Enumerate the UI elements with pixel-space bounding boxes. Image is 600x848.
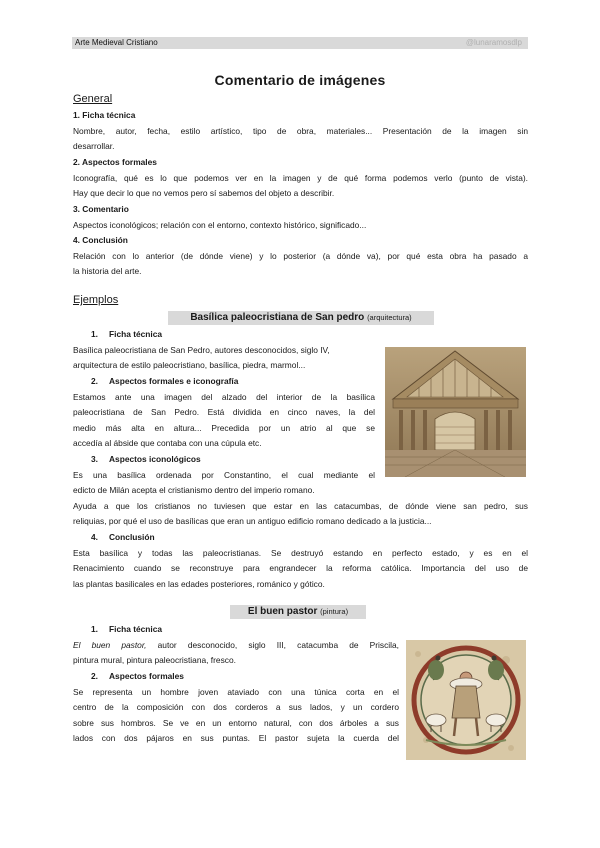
example1-heading-bar [168,311,434,325]
ex1-p3-line4: reliquias, por qué el uso de basílicas que eran un antiguo edificio romano dedicado a la justicia... [73,516,432,526]
ex1-p4-line1: Esta basílica y todas las paleocristianas. Se destruyó estando en perfecto estado, y es en el [73,548,528,558]
general-s4-line1: Relación con lo anterior (de dónde viene) y lo posterior (a dónde va), por qué esta obra ha pasado a [73,251,528,261]
ex1-h4-number: 4. [91,532,98,542]
section-heading-ejemplos: Ejemplos [73,294,119,306]
example2-heading-bar [230,605,366,619]
ex1-p1-line1: Basílica paleocristiana de San Pedro, autores desconocidos, siglo IV, [73,345,330,355]
ex1-p3-line2: edicto de Milán acepta el cristianismo dentro del imperio romano. [73,485,315,495]
ex1-p4-line2: Renacimiento cuando se reconstruye para engrandecer la reforma católica. Importancia del uso de [73,563,528,573]
ex1-h1-number: 1. [91,329,98,339]
general-s2-title: 2. Aspectos formales [73,157,157,167]
general-s4-line2: la historia del arte. [73,266,142,276]
ex2-p1-line1 [73,638,399,653]
general-s1-line1: Nombre, autor, fecha, estilo artístico, tipo de obra, materiales... Presentación de la imagen sin [73,126,528,136]
ex2-p2-line4: lados con dos pájaros en sus puntas. El pastor sujeta la cuerda del [73,733,399,743]
ex1-h2-number: 2. [91,376,98,386]
general-s4-title: 4. Conclusión [73,235,128,245]
ex1-p2-line3: medio más alta en altura... Precedida por un atrio al que se [73,423,375,433]
header-course-title: Arte Medieval Cristiano [75,38,158,47]
general-s3-title: 3. Comentario [73,204,129,214]
general-s3-line1: Aspectos iconológicos; relación con el entorno, contexto histórico, significado... [73,220,367,230]
ex1-p3-line3: Ayuda a que los cristianos no tuviesen que estar en las catacumbas, de dónde viene san pedro, sus [73,501,528,511]
page-title: Comentario de imágenes [214,72,386,88]
ex2-p1-title-italic: El buen pastor, [73,640,147,650]
ex1-p2-line2: paleocristiana de San Pedro. Está dividida en cinco naves, la del [73,407,375,417]
ex1-p2-line4: accedía al ábside que contaba con una cúpula etc. [73,438,262,448]
example1-title: Basílica paleocristiana de San pedro [190,312,365,323]
ex1-h1: Ficha técnica [109,329,163,339]
general-s2-line2: Hay que decir lo que no vemos pero sí sabemos del objeto a describir. [73,188,335,198]
ex2-h2: Aspectos formales [109,671,184,681]
general-s1-title: 1. Ficha técnica [73,110,136,120]
ex2-p2-line1: Se representa un hombre joven ataviado con una túnica corta en el [73,687,399,697]
ex2-h2-number: 2. [91,671,98,681]
ex1-p1-line2: arquitectura de estilo paleocristiano, basílica, piedra, marmol... [73,360,306,370]
example2-heading [230,605,366,619]
ex2-p1-line1-rest: autor desconocido, siglo III, catacumba de Priscila, [157,640,399,650]
example1-heading [168,311,434,325]
general-s2-line1: Iconografía, qué es lo que podemos ver en la imagen y de qué forma podemos verlo (punto de vista). [73,173,528,183]
ex1-p3-line1: Es una basílica ordenada por Constantino, el cual mediante el [73,470,375,480]
ex1-h3: Aspectos iconológicos [109,454,201,464]
ex1-p2-line1: Estamos ante una imagen del alzado del interior de la basílica [73,392,375,402]
example1-type: (arquitectura) [367,313,412,322]
ex2-h1-number: 1. [91,624,98,634]
ex2-p2-line2: centro de la composición con dos corderos a sus lados, y un cordero [73,702,399,712]
ex1-p4-line3: las plantas basilicales en las edades posteriores, románico y gótico. [73,579,325,589]
example2-type: (pintura) [320,607,349,616]
buen-pastor-fresco-image [406,640,526,760]
basilica-san-pedro-image [385,347,526,477]
ex2-p2-line3: sobre sus hombros. Se ve en un entorno natural, con dos árboles a sus [73,718,399,728]
ex1-h2: Aspectos formales e iconografía [109,376,239,386]
general-s1-line2: desarrollar. [73,141,115,151]
example2-title: El buen pastor [247,606,318,617]
ex2-h1: Ficha técnica [109,624,163,634]
ex2-p1-line2: pintura mural, pintura paleocristiana, fresco. [73,655,236,665]
section-heading-general: General [73,93,113,105]
header-author-handle: @lunaramosdlp [465,38,522,47]
running-header [72,37,528,49]
ex1-h3-number: 3. [91,454,98,464]
ex1-h4: Conclusión [109,532,155,542]
